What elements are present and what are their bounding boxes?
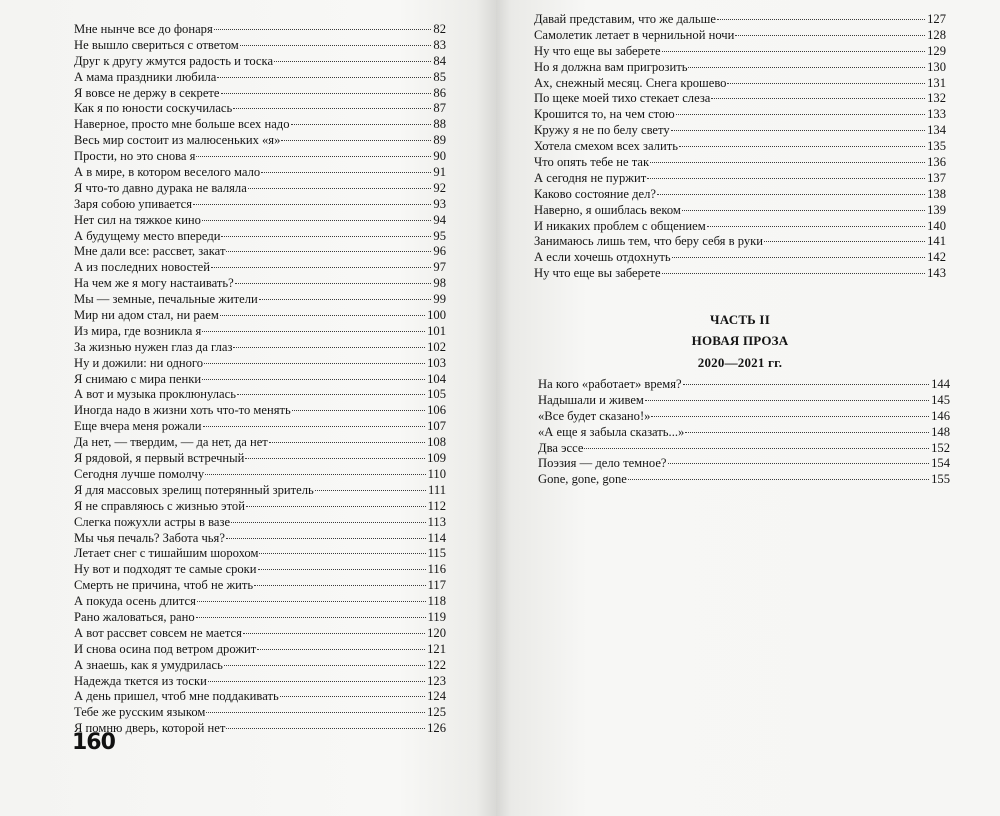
toc-entry [534, 60, 946, 76]
toc-entry-page: 101 [427, 323, 446, 338]
toc-entry-title: А мама праздники любила [74, 69, 217, 84]
toc-entry-page: 124 [427, 689, 446, 704]
dot-leader [676, 114, 925, 115]
dot-leader [735, 35, 925, 36]
toc-entry-page: 126 [427, 721, 446, 736]
dot-leader [205, 474, 425, 475]
toc-entry-page: 136 [927, 155, 946, 170]
toc-entry-page: 94 [433, 212, 446, 227]
toc-entry-page: 138 [927, 186, 946, 201]
toc-entry-page: 122 [427, 657, 446, 672]
toc-entry-title: Друг к другу жмутся радость и тоска [74, 53, 274, 68]
toc-entry-title: Мне нынче все до фонаря [74, 22, 213, 36]
toc-entry-title: И никаких проблем с общением [534, 218, 706, 233]
toc-entry-page: 91 [433, 165, 446, 180]
toc-entry-title: Мы чья печаль? Забота чья? [74, 530, 225, 545]
toc-entry [74, 356, 446, 372]
toc-entry [74, 546, 446, 562]
toc-entry-title: Надышали и живем [538, 392, 644, 407]
dot-leader [204, 363, 425, 364]
toc-entry-page: 102 [427, 339, 446, 354]
toc-entry-page: 129 [927, 43, 946, 58]
dot-leader [274, 61, 431, 62]
toc-entry [534, 203, 946, 219]
toc-entry-page: 114 [427, 530, 446, 545]
toc-entry-title: Сегодня лучше помолчу [74, 466, 205, 481]
toc-entry-page: 97 [433, 260, 446, 275]
toc-entry-title: Gone, gone, gone [538, 472, 627, 487]
toc-entry-title: А если хочешь отдохнуть [534, 250, 671, 265]
dot-leader [202, 220, 431, 221]
toc-entry [538, 441, 950, 457]
page-number: 160 [72, 730, 115, 755]
toc-entry-page: 152 [931, 440, 950, 455]
toc-entry-page: 103 [427, 355, 446, 370]
toc-entry [74, 705, 446, 721]
toc-entry-page: 142 [927, 250, 946, 265]
part-years: 2020—2021 гг. [697, 355, 783, 370]
toc-entry [534, 187, 946, 203]
toc-entry-page: 112 [427, 498, 446, 513]
toc-entry [538, 377, 950, 393]
toc-entry-page: 118 [427, 594, 446, 609]
toc-entry-title: Давай представим, что же дальше [534, 12, 716, 26]
toc-entry-page: 144 [931, 377, 950, 391]
toc-entry-title: Летает снег с тишайшим шорохом [74, 546, 259, 561]
toc-entry [538, 393, 950, 409]
toc-entry [74, 181, 446, 197]
toc-entry [74, 229, 446, 245]
dot-leader [226, 728, 425, 729]
toc-entry-title: Надежда ткется из тоски [74, 673, 207, 688]
toc-entry-title: По щеке моей тихо стекает слеза [534, 91, 711, 106]
toc-entry [534, 171, 946, 187]
toc-entry-title: Рано жаловаться, рано [74, 609, 195, 624]
dot-leader [203, 426, 426, 427]
dot-leader [657, 194, 925, 195]
toc-entry-page: 123 [427, 673, 446, 688]
toc-entry [74, 308, 446, 324]
toc-entry-page: 106 [427, 403, 446, 418]
contents-list-left [74, 22, 446, 737]
toc-entry-page: 148 [931, 424, 950, 439]
toc-entry-title: Иногда надо в жизни хоть что-то менять [74, 403, 291, 418]
toc-entry-page: 143 [927, 266, 946, 281]
toc-entry [74, 387, 446, 403]
dot-leader [707, 226, 925, 227]
toc-entry-title: Весь мир состоит из малюсеньких «я» [74, 133, 281, 148]
toc-entry [74, 372, 446, 388]
toc-entry [74, 54, 446, 70]
toc-entry-title: Я рядовой, я первый встречный [74, 451, 245, 466]
toc-entry-title: Что опять тебе не так [534, 155, 650, 170]
dot-leader [240, 45, 432, 46]
toc-entry-page: 133 [927, 107, 946, 122]
dot-leader [221, 93, 432, 94]
toc-entry-page: 128 [927, 27, 946, 42]
toc-entry-title: Прости, но это снова я [74, 149, 196, 164]
toc-entry-page: 140 [927, 218, 946, 233]
toc-entry [74, 610, 446, 626]
right-page [496, 0, 1000, 816]
toc-entry [534, 91, 946, 107]
dot-leader [196, 156, 431, 157]
part-label: ЧАСТЬ II [710, 312, 770, 327]
toc-entry-page: 121 [427, 641, 446, 656]
toc-entry [74, 22, 446, 38]
toc-entry-title: Я помню дверь, которой нет [74, 721, 226, 736]
toc-entry-title: А вот и музыка проклюнулась [74, 387, 236, 402]
toc-entry-title: Поэзия — дело темное? [538, 456, 667, 471]
toc-entry-page: 120 [427, 625, 446, 640]
toc-entry [534, 44, 946, 60]
toc-entry [74, 499, 446, 515]
toc-entry-page: 92 [433, 180, 446, 195]
dot-leader [281, 140, 431, 141]
toc-entry-title: А день пришел, чтоб мне поддакивать [74, 689, 279, 704]
toc-entry-title: Смерть не причина, чтоб не жить [74, 578, 254, 593]
toc-entry [74, 594, 446, 610]
toc-entry-page: 134 [927, 123, 946, 138]
toc-entry-title: Крошится то, на чем стою [534, 107, 675, 122]
dot-leader [246, 506, 426, 507]
toc-entry [74, 403, 446, 419]
dot-leader [764, 241, 925, 242]
toc-entry [74, 642, 446, 658]
toc-entry-title: Ах, снежный месяц. Снега крошево [534, 75, 727, 90]
toc-entry [534, 250, 946, 266]
dot-leader [235, 283, 432, 284]
toc-entry [534, 266, 946, 282]
toc-entry [74, 38, 446, 54]
dot-leader [292, 410, 425, 411]
toc-entry-page: 127 [927, 12, 946, 26]
toc-entry-page: 99 [433, 292, 446, 307]
toc-entry [74, 674, 446, 690]
toc-entry [534, 139, 946, 155]
dot-leader [727, 83, 925, 84]
toc-entry-title: Я что-то давно дурака не валяла [74, 180, 247, 195]
toc-entry-page: 146 [931, 408, 950, 423]
toc-entry [74, 721, 446, 737]
toc-entry-page: 125 [427, 705, 446, 720]
toc-entry-page: 87 [433, 101, 446, 116]
toc-entry-page: 113 [427, 514, 446, 529]
dot-leader [248, 188, 432, 189]
toc-entry-title: Из мира, где возникла я [74, 323, 202, 338]
toc-entry-page: 110 [427, 466, 446, 481]
left-page [0, 0, 496, 816]
dot-leader [717, 19, 925, 20]
toc-entry-title: Как я по юности соскучилась [74, 101, 233, 116]
dot-leader [226, 251, 431, 252]
toc-entry-title: За жизнью нужен глаз да глаз [74, 339, 233, 354]
dot-leader [224, 665, 425, 666]
toc-entry-page: 95 [433, 228, 446, 243]
dot-leader [211, 267, 431, 268]
toc-entry [534, 219, 946, 235]
toc-entry-title: Хотела смехом всех залить [534, 139, 678, 154]
dot-leader [650, 162, 925, 163]
toc-entry-title: Я вовсе не держу в секрете [74, 85, 220, 100]
dot-leader [258, 569, 426, 570]
toc-entry-page: 93 [433, 196, 446, 211]
toc-entry [74, 435, 446, 451]
toc-entry [74, 483, 446, 499]
toc-entry [534, 76, 946, 92]
toc-entry-title: Наверное, просто мне больше всех надо [74, 117, 290, 132]
toc-entry-title: Я не справляюсь с жизнью этой [74, 498, 245, 513]
toc-entry-page: 107 [427, 419, 446, 434]
toc-entry-page: 108 [427, 435, 446, 450]
toc-entry-page: 131 [927, 75, 946, 90]
toc-entry-title: Заря собою упивается [74, 196, 193, 211]
dot-leader [647, 178, 925, 179]
dot-leader [196, 617, 426, 618]
toc-entry [74, 70, 446, 86]
toc-entry-page: 141 [927, 234, 946, 249]
toc-entry-page: 109 [427, 451, 446, 466]
dot-leader [671, 130, 925, 131]
dot-leader [259, 553, 425, 554]
toc-entry-page: 90 [433, 149, 446, 164]
dot-leader [202, 331, 425, 332]
toc-entry [74, 658, 446, 674]
dot-leader [202, 379, 425, 380]
toc-entry [74, 531, 446, 547]
toc-entry-title: Каково состояние дел? [534, 186, 656, 201]
dot-leader [315, 490, 426, 491]
toc-entry [74, 165, 446, 181]
part-title: НОВАЯ ПРОЗА [691, 333, 789, 348]
dot-leader [245, 458, 425, 459]
toc-entry [74, 515, 446, 531]
toc-entry-title: «Все будет сказано!» [538, 408, 651, 423]
toc-entry-page: 88 [433, 117, 446, 132]
toc-entry-page: 89 [433, 133, 446, 148]
dot-leader [221, 236, 431, 237]
toc-entry-title: А из последних новостей [74, 260, 211, 275]
dot-leader [628, 479, 929, 480]
dot-leader [662, 51, 925, 52]
toc-entry-page: 145 [931, 392, 950, 407]
toc-entry-page: 82 [433, 22, 446, 36]
toc-entry [74, 133, 446, 149]
toc-entry-title: И снова осина под ветром дрожит [74, 641, 257, 656]
dot-leader [685, 432, 929, 433]
dot-leader [280, 696, 425, 697]
toc-entry-title: А покуда осень длится [74, 594, 196, 609]
toc-entry [74, 578, 446, 594]
dot-leader [197, 601, 426, 602]
toc-entry-title: Ну что еще вы заберете [534, 43, 661, 58]
toc-entry-page: 98 [433, 276, 446, 291]
toc-entry-page: 85 [433, 69, 446, 84]
toc-entry-title: Ну и дожили: ни одного [74, 355, 204, 370]
toc-entry-title: На кого «работает» время? [538, 377, 682, 391]
toc-entry-title: Самолетик летает в чернильной ночи [534, 27, 735, 42]
toc-entry [74, 626, 446, 642]
toc-entry-title: Да нет, — твердим, — да нет, да нет [74, 435, 268, 450]
toc-entry [74, 101, 446, 117]
toc-entry-page: 104 [427, 371, 446, 386]
dot-leader [206, 712, 425, 713]
toc-entry-title: Тебе же русским языком [74, 705, 206, 720]
dot-leader [233, 347, 425, 348]
toc-entry [74, 340, 446, 356]
dot-leader [220, 315, 425, 316]
toc-entry-title: Я для массовых зрелищ потерянный зритель [74, 482, 314, 497]
toc-entry [538, 472, 950, 488]
toc-entry-page: 96 [433, 244, 446, 259]
toc-entry [74, 562, 446, 578]
dot-leader [291, 124, 432, 125]
toc-entry-title: Занимаюсь лишь тем, что беру себя в руки [534, 234, 763, 249]
toc-entry-page: 154 [931, 456, 950, 471]
dot-leader [208, 681, 425, 682]
toc-entry-title: Кружу я не по белу свету [534, 123, 670, 138]
contents-list-right [534, 12, 946, 282]
dot-leader [584, 448, 929, 449]
dot-leader [237, 394, 425, 395]
dot-leader [261, 172, 431, 173]
toc-entry-page: 137 [927, 170, 946, 185]
toc-entry-page: 105 [427, 387, 446, 402]
toc-entry-title: Слегка пожухли астры в вазе [74, 514, 231, 529]
toc-entry [74, 86, 446, 102]
toc-entry-title: Еще вчера меня рожали [74, 419, 202, 434]
toc-entry-title: Но я должна вам пригрозить [534, 59, 688, 74]
toc-entry-page: 86 [433, 85, 446, 100]
dot-leader [214, 29, 432, 30]
toc-entry-title: «А еще я забыла сказать...» [538, 424, 685, 439]
toc-entry [534, 12, 946, 28]
toc-entry-title: Нет сил на тяжкое кино [74, 212, 201, 227]
toc-entry-title: Не вышло свериться с ответом [74, 37, 239, 52]
toc-entry-title: А вот рассвет совсем не мается [74, 625, 242, 640]
dot-leader [668, 463, 930, 464]
toc-entry-page: 135 [927, 139, 946, 154]
toc-entry [74, 213, 446, 229]
toc-entry-title: Ну что еще вы заберете [534, 266, 661, 281]
toc-entry-title: Ну вот и подходят те самые сроки [74, 562, 257, 577]
dot-leader [679, 146, 925, 147]
toc-entry-page: 84 [433, 53, 446, 68]
toc-entry-page: 132 [927, 91, 946, 106]
toc-entry [74, 324, 446, 340]
toc-entry-title: Мы — земные, печальные жители [74, 292, 258, 307]
dot-leader [217, 77, 431, 78]
toc-entry-title: А будущему место впереди [74, 228, 221, 243]
toc-entry [74, 197, 446, 213]
toc-entry-page: 139 [927, 202, 946, 217]
dot-leader [682, 210, 925, 211]
toc-entry [74, 260, 446, 276]
toc-entry [534, 234, 946, 250]
toc-entry-page: 111 [428, 482, 446, 497]
dot-leader [711, 98, 925, 99]
dot-leader [259, 299, 432, 300]
dot-leader [651, 416, 929, 417]
toc-entry [534, 123, 946, 139]
dot-leader [231, 522, 425, 523]
toc-entry-page: 116 [427, 562, 446, 577]
toc-entry [74, 292, 446, 308]
dot-leader [193, 204, 431, 205]
toc-entry-title: На чем же я могу настаивать? [74, 276, 234, 291]
toc-entry [534, 28, 946, 44]
contents-list-part-two [538, 377, 950, 488]
toc-entry [538, 409, 950, 425]
toc-entry-title: Два эссе [538, 440, 584, 455]
toc-entry [74, 149, 446, 165]
dot-leader [257, 649, 425, 650]
toc-entry [538, 425, 950, 441]
toc-entry [74, 244, 446, 260]
toc-entry-title: А в мире, в котором веселого мало [74, 165, 261, 180]
dot-leader [233, 108, 431, 109]
toc-entry-title: Мир ни адом стал, ни раем [74, 308, 219, 323]
dot-leader [645, 400, 929, 401]
dot-leader [662, 273, 925, 274]
toc-entry [538, 456, 950, 472]
dot-leader [688, 67, 925, 68]
toc-entry-title: А сегодня не пуржит [534, 170, 647, 185]
toc-entry-page: 130 [927, 59, 946, 74]
dot-leader [683, 384, 930, 385]
toc-entry [74, 467, 446, 483]
toc-entry [74, 451, 446, 467]
toc-entry-title: Наверно, я ошиблась веком [534, 202, 681, 217]
toc-entry [534, 155, 946, 171]
toc-entry [534, 107, 946, 123]
toc-entry-page: 83 [433, 37, 446, 52]
toc-entry-page: 100 [427, 308, 446, 323]
dot-leader [254, 585, 425, 586]
toc-entry-title: А знаешь, как я умудрилась [74, 657, 223, 672]
toc-entry [74, 276, 446, 292]
dot-leader [672, 257, 925, 258]
toc-entry [74, 117, 446, 133]
toc-entry-page: 115 [427, 546, 446, 561]
toc-entry-page: 119 [427, 609, 446, 624]
dot-leader [226, 538, 426, 539]
toc-entry [74, 689, 446, 705]
dot-leader [243, 633, 425, 634]
toc-entry-title: Я снимаю с мира пенки [74, 371, 202, 386]
toc-entry-title: Мне дали все: рассвет, закат [74, 244, 226, 259]
toc-entry [74, 419, 446, 435]
dot-leader [269, 442, 425, 443]
toc-entry-page: 117 [427, 578, 446, 593]
toc-entry-page: 155 [931, 472, 950, 487]
